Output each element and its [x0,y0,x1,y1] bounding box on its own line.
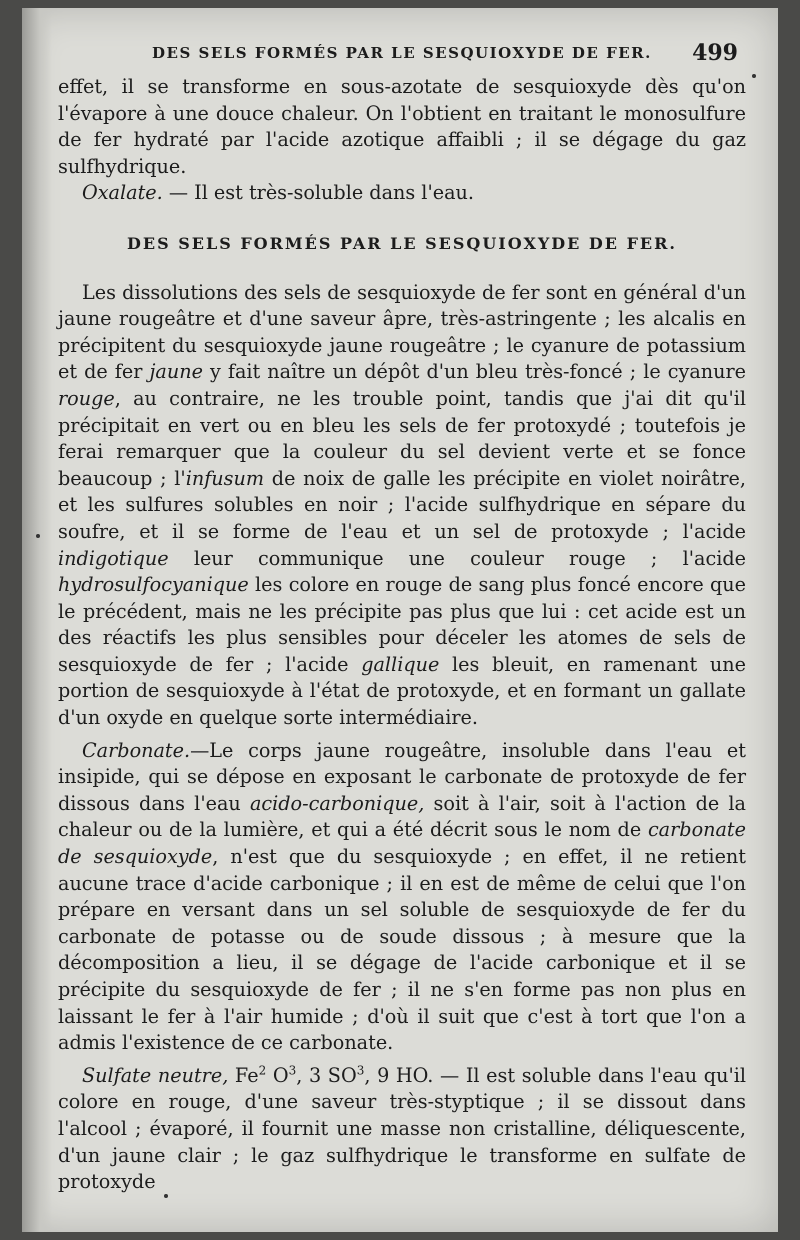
section-heading: DES SELS FORMÉS PAR LE SESQUIOXYDE DE FER. [127,233,677,253]
running-title: DES SELS FORMÉS PAR LE SESQUIOXYDE DE FER. [152,44,652,62]
margin-dot [36,534,40,538]
running-head [22,40,778,70]
margin-dot [752,74,756,78]
page-spine-shadow [22,8,52,1232]
carbonate-label: Carbonate. [82,738,191,762]
paragraph-continuation: effet, il se transforme en sous-azotate de sesquioxyde dès qu'on l'évapore à une douce chaleur. On l'obtient en traitant le monosulfure de fer hydraté par l'acide azotique affaibli ; il se dégage du gaz sulfhydrique. [58,75,746,178]
body-text [58,74,746,1196]
oxalate-label: Oxalate. [82,181,163,205]
sulfate-label: Sulfate neutre, [82,1063,229,1087]
paragraph-oxalate: Oxalate. — Il est très-soluble dans l'eau. [82,181,474,205]
paragraph-carbonate: Carbonate.—Le corps jaune rougeâtre, insoluble dans l'eau et insipide, qui se dépose en exposant le carbonate de protoxyde de fer dissous dans l'eau acido-carbonique, soit à l'air, soit à l'action de la chaleur ou de la lumière, et qui a été décrit sous le nom de carbonate de sesquioxyde, n'est que du sesquioxyde ; en effet, il ne retient aucune trace d'acide carbonique ; il en est de même de celui que l'on prépare en versant dans un sel soluble de sesquioxyde de fer du carbonate de potasse ou de soude dissous ; à mesure que la décomposition a lieu, il se dégage de l'acide carbonique et il se précipite du sesquioxyde de fer ; il ne s'en forme pas non plus en laissant le fer à l'air humide ; d'où il suit que c'est à tort que l'on a admis l'existence de ce carbonate. [58,738,746,1055]
margin-dot [164,1194,168,1198]
book-page [22,8,778,1232]
page-number: 499 [692,40,738,66]
paragraph-dissolutions: Les dissolutions des sels de sesquioxyde de fer sont en général d'un jaune rougeâtre et d'une saveur âpre, très-astringente ; les alcalis en précipitent du sesquioxyde jaune rougeâtre ; le cyanure de potassium et de fer jaune y fait naître un dépôt d'un bleu très-foncé ; le cyanure rouge, au contraire, ne les trouble point, tandis que j'ai dit qu'il précipitait en vert ou en bleu les sels de fer protoxydé ; toutefois je ferai remarquer que la couleur du sel devient verte et se fonce beaucoup ; l'infusum de noix de galle les précipite en violet noirâtre, et les sulfures solubles en noir ; l'acide sulfhydrique en sépare du soufre, et il se forme de l'eau et un sel de protoxyde ; l'acide indigotique leur communique une couleur rouge ; l'acide hydrosulfocyanique les colore en rouge de sang plus foncé encore que le précédent, mais ne les précipite pas plus que lui : cet acide est un des réactifs les plus sensibles pour déceler les atomes de sels de sesquioxyde de fer ; l'acide gallique les bleuit, en ramenant une portion de sesquioxyde à l'état de protoxyde, et en formant un gallate d'un oxyde en quelque sorte intermédiaire. [58,280,747,730]
paragraph-sulfate: Sulfate neutre, Fe$^2$ $O^3$, 3 $SO^3$, 9 HO. — Il est soluble dans l'eau qu'il colore en rouge, d'une saveur très-styptique ; il se dissout dans l'alcool ; évaporé, il fournit une masse non cristalline, déliquescente, d'un jaune clair ; le gaz sulfhydrique le transforme en sulfate de protoxyde [58,1063,746,1194]
